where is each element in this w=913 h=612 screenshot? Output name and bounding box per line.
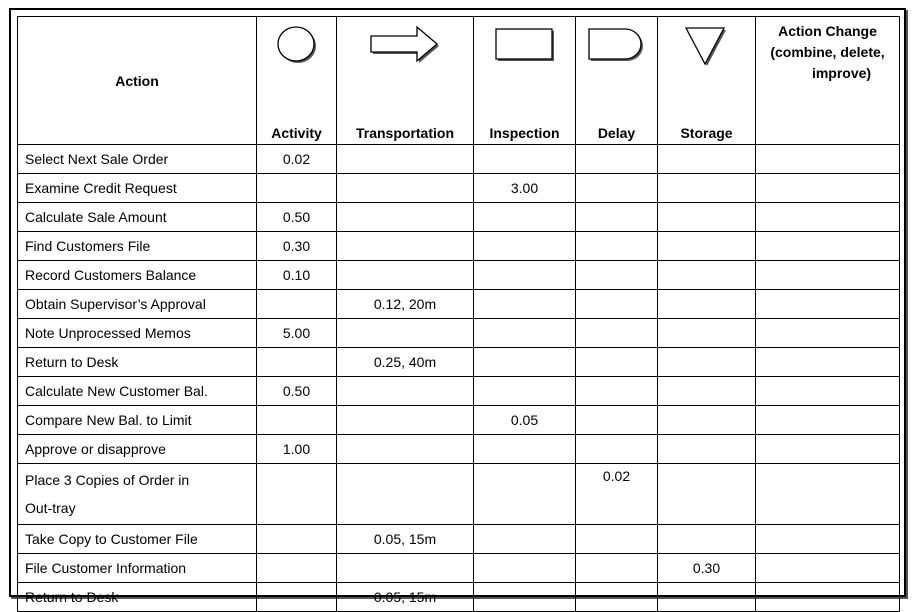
storage-cell — [658, 435, 756, 464]
action-cell — [18, 464, 257, 525]
storage-cell — [658, 406, 756, 435]
delay-cell — [576, 348, 658, 377]
delay-cell — [576, 406, 658, 435]
header-change-line3: improve) — [811, 65, 872, 81]
delay-cell — [576, 145, 658, 174]
delay-cell — [576, 377, 658, 406]
header-action-label: Action — [115, 72, 159, 89]
d-shape-icon — [587, 25, 647, 65]
table-row — [18, 406, 900, 435]
transportation-cell: 0.05, 15m — [337, 525, 474, 554]
action-line2: Out-tray — [25, 500, 76, 516]
storage-cell — [658, 145, 756, 174]
activity-cell — [257, 464, 337, 525]
header-delay-label: Delay — [597, 125, 636, 141]
transportation-cell: 0.25, 40m — [337, 348, 474, 377]
table-row — [18, 525, 900, 554]
storage-cell — [658, 377, 756, 406]
storage-cell — [658, 464, 756, 525]
inspection-cell — [474, 348, 576, 377]
table-row — [18, 377, 900, 406]
inspection-cell — [474, 554, 576, 583]
header-inspection — [474, 17, 576, 145]
action-cell: Examine Credit Request — [18, 174, 257, 203]
action-cell: Compare New Bal. to Limit — [18, 406, 257, 435]
inspection-cell — [474, 319, 576, 348]
delay-cell — [576, 435, 658, 464]
table-row — [18, 435, 900, 464]
activity-cell — [257, 554, 337, 583]
transportation-cell — [337, 464, 474, 525]
change-cell — [756, 290, 900, 319]
transportation-cell — [337, 203, 474, 232]
storage-cell: 0.30 — [658, 554, 756, 583]
header-change-line2: (combine, delete, — [770, 44, 885, 60]
action-cell: Obtain Supervisor’s Approval — [18, 290, 257, 319]
activity-cell — [257, 406, 337, 435]
table-row — [18, 290, 900, 319]
activity-cell — [257, 525, 337, 554]
storage-cell — [658, 583, 756, 612]
inspection-cell — [474, 261, 576, 290]
change-cell — [756, 319, 900, 348]
header-activity-label: Activity — [271, 125, 322, 141]
action-cell: Select Next Sale Order — [18, 145, 257, 174]
activity-cell — [257, 290, 337, 319]
storage-cell — [658, 174, 756, 203]
delay-cell — [576, 174, 658, 203]
header-change-line1: Action Change — [778, 23, 877, 39]
storage-cell — [658, 261, 756, 290]
action-cell: Calculate Sale Amount — [18, 203, 257, 232]
activity-cell — [257, 174, 337, 203]
process-flow-chart — [9, 8, 906, 605]
table-row — [18, 319, 900, 348]
activity-cell — [257, 348, 337, 377]
table-row — [18, 203, 900, 232]
table-row — [18, 232, 900, 261]
table-row — [18, 464, 900, 525]
storage-cell — [658, 203, 756, 232]
delay-cell: 0.02 — [576, 464, 658, 525]
inspection-cell — [474, 145, 576, 174]
header-delay — [576, 17, 658, 145]
table-row — [18, 261, 900, 290]
triangle-icon — [684, 25, 730, 67]
action-cell: Note Unprocessed Memos — [18, 319, 257, 348]
change-cell — [756, 464, 900, 525]
activity-cell: 0.02 — [257, 145, 337, 174]
activity-cell: 0.50 — [257, 377, 337, 406]
change-cell — [756, 261, 900, 290]
table-row — [18, 348, 900, 377]
change-cell — [756, 435, 900, 464]
inspection-cell — [474, 377, 576, 406]
activity-cell: 0.10 — [257, 261, 337, 290]
inspection-cell: 0.05 — [474, 406, 576, 435]
delay-cell — [576, 319, 658, 348]
activity-cell: 0.50 — [257, 203, 337, 232]
delay-cell — [576, 525, 658, 554]
table-row — [18, 174, 900, 203]
action-cell: Calculate New Customer Bal. — [18, 377, 257, 406]
delay-cell — [576, 554, 658, 583]
inspection-cell — [474, 583, 576, 612]
transportation-cell — [337, 319, 474, 348]
table-row — [18, 145, 900, 174]
transportation-cell — [337, 435, 474, 464]
table-body — [18, 145, 900, 612]
action-cell: Approve or disapprove — [18, 435, 257, 464]
rectangle-icon — [494, 25, 556, 65]
action-cell: Return to Desk — [18, 348, 257, 377]
transportation-cell — [337, 377, 474, 406]
storage-cell — [658, 525, 756, 554]
change-cell — [756, 348, 900, 377]
action-cell: Take Copy to Customer File — [18, 525, 257, 554]
storage-cell — [658, 319, 756, 348]
flow-process-table — [17, 16, 900, 612]
inspection-cell — [474, 435, 576, 464]
transportation-cell — [337, 406, 474, 435]
change-cell — [756, 377, 900, 406]
delay-cell — [576, 261, 658, 290]
change-cell — [756, 406, 900, 435]
change-cell — [756, 554, 900, 583]
header-action-change — [756, 17, 900, 145]
header-transportation-label: Transportation — [355, 125, 454, 141]
header-transportation — [337, 17, 474, 145]
transportation-cell: 0.05, 15m — [337, 583, 474, 612]
header-row — [18, 17, 900, 145]
change-cell — [756, 583, 900, 612]
storage-cell — [658, 348, 756, 377]
change-cell — [756, 232, 900, 261]
delay-cell — [576, 583, 658, 612]
inspection-cell: 3.00 — [474, 174, 576, 203]
table-row — [18, 554, 900, 583]
transportation-cell — [337, 174, 474, 203]
arrow-icon — [369, 25, 441, 65]
header-storage-label: Storage — [680, 125, 733, 141]
table-row — [18, 583, 900, 612]
activity-cell: 0.30 — [257, 232, 337, 261]
header-action — [18, 17, 257, 145]
transportation-cell — [337, 554, 474, 583]
action-line1: Place 3 Copies of Order in — [25, 472, 190, 488]
delay-cell — [576, 203, 658, 232]
action-cell: File Customer Information — [18, 554, 257, 583]
change-cell — [756, 203, 900, 232]
inspection-cell — [474, 525, 576, 554]
storage-cell — [658, 232, 756, 261]
inspection-cell — [474, 464, 576, 525]
header-inspection-label: Inspection — [489, 125, 560, 141]
transportation-cell — [337, 145, 474, 174]
inspection-cell — [474, 290, 576, 319]
header-storage — [658, 17, 756, 145]
transportation-cell: 0.12, 20m — [337, 290, 474, 319]
transportation-cell — [337, 261, 474, 290]
change-cell — [756, 174, 900, 203]
circle-icon — [276, 25, 318, 65]
header-activity — [257, 17, 337, 145]
storage-cell — [658, 290, 756, 319]
inspection-cell — [474, 232, 576, 261]
activity-cell — [257, 583, 337, 612]
inspection-cell — [474, 203, 576, 232]
action-cell: Return to Desk — [18, 583, 257, 612]
action-cell: Record Customers Balance — [18, 261, 257, 290]
delay-cell — [576, 290, 658, 319]
delay-cell — [576, 232, 658, 261]
change-cell — [756, 145, 900, 174]
action-cell: Find Customers File — [18, 232, 257, 261]
activity-cell: 1.00 — [257, 435, 337, 464]
activity-cell: 5.00 — [257, 319, 337, 348]
change-cell — [756, 525, 900, 554]
transportation-cell — [337, 232, 474, 261]
